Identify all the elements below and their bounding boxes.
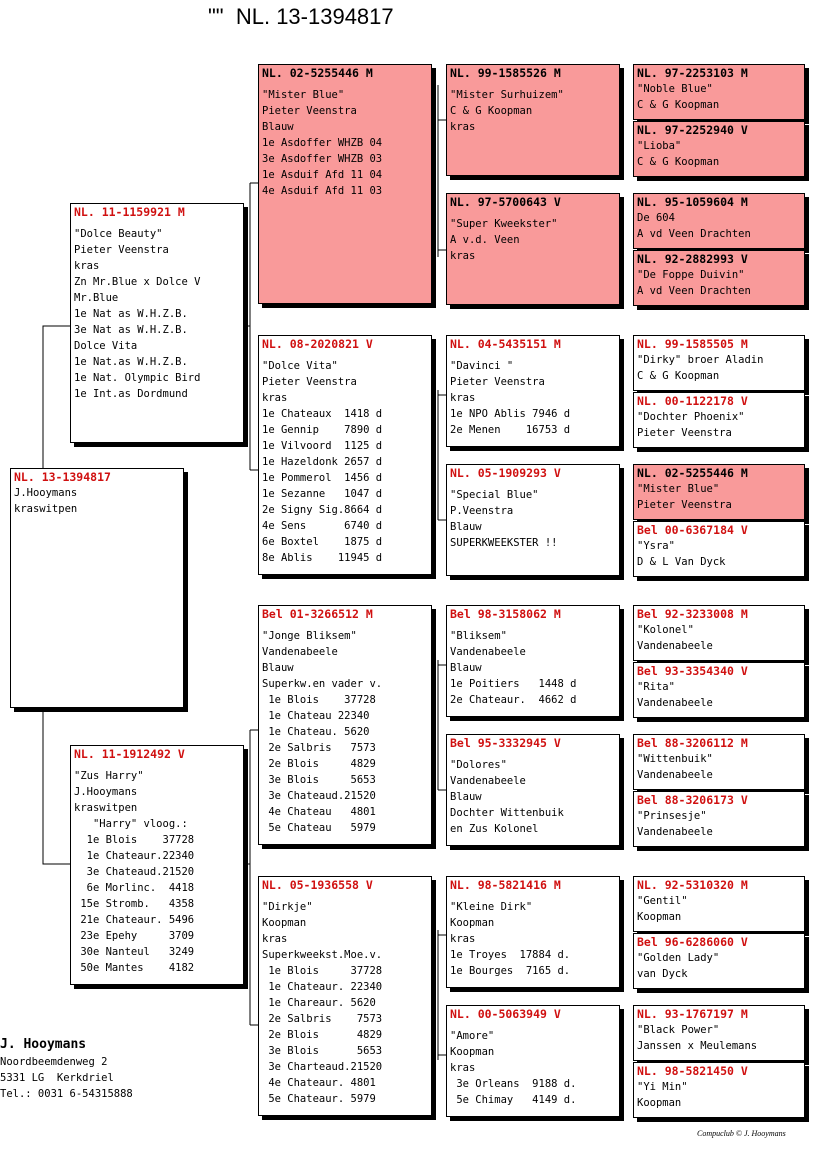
ring-number: NL. 05-1909293 V [450,466,561,480]
gen5-card-9[interactable]: Bel 92-3233008 M "Kolonel" Vandenabeele [633,605,805,661]
subject-card[interactable] [10,468,184,708]
gen5-card-8[interactable]: Bel 00-6367184 V "Ysra" D & L Van Dyck [633,521,805,577]
granddam-maternal-card[interactable]: NL. 05-1936558 V "Dirkje" Koopman kras Superkweekst.Moe.v. 1e Blois 37728 1e Chateaur. 22340 1e Chareaur. 5620 2e Salbris 7573 2e Blois 4829 3e Blois 5653 3e Charteaud.21520 4e Chateaur. 4801 5e Chateaur. 5979 [258,876,432,1116]
owner-phone: Tel.: 0031 6-54315888 [0,1088,133,1100]
ring-number: Bel 00-6367184 V [637,523,748,537]
ring-number: NL. 08-2020821 V [262,337,373,351]
owner-street: Noordbeemdenweg 2 [0,1056,108,1068]
dam-ring: NL. 11-1912492 V [74,747,185,761]
gen5-card-1[interactable]: NL. 97-2253103 M "Noble Blue" C & G Koopman [633,64,805,120]
ring-number: Bel 01-3266512 M [262,607,373,621]
subject-ring: NL. 13-1394817 [14,470,111,484]
granddam-paternal-card[interactable]: NL. 08-2020821 V "Dolce Vita" Pieter Veenstra kras 1e Chateaux 1418 d 1e Gennip 7890 d 1e Vilvoord 1125 d 1e Hazeldonk 2657 d 1e Pommerol 1456 d 1e Sezanne 1047 d 2e Signy Sig.8664 d 4e Sens 6740 d 6e Boxtel 1875 d 8e Ablis 11945 d [258,335,432,575]
subject-owner: J.Hooymans [14,487,78,499]
sire-card[interactable]: NL. 11-1159921 M "Dolce Beauty" Pieter Veenstra kras Zn Mr.Blue x Dolce V Mr.Blue 1e Nat as W.H.Z.B. 3e Nat as W.H.Z.B. Dolce Vita 1e Nat.as W.H.Z.B. 1e Nat. Olympic Bird 1e Int.as Dordmund [70,203,244,443]
grandsire-maternal-card[interactable]: Bel 01-3266512 M "Jonge Bliksem" Vandenabeele Blauw Superkw.en vader v. 1e Blois 37728 1e Chateau 22340 1e Chateau. 5620 2e Salbris 7573 2e Blois 4829 3e Blois 5653 3e Chateaud.21520 4e Chateau 4801 5e Chateau 5979 [258,605,432,845]
footer-credit: Compuclub © J. Hooymans [697,1129,786,1138]
owner-address [0,1036,133,1102]
gen5-card-10[interactable]: Bel 93-3354340 V "Rita" Vandenabeele [633,662,805,718]
ring-number: NL. 02-5255446 M [637,466,748,480]
page-title: "" NL. 13-1394817 [208,4,394,29]
gen5-card-2[interactable]: NL. 97-2252940 V "Lioba" C & G Koopman [633,121,805,177]
ring-number: NL. 02-5255446 M [262,66,373,80]
ring-number: NL. 97-2253103 M [637,66,748,80]
gen5-card-11[interactable]: Bel 88-3206112 M "Wittenbuik" Vandenabeele [633,734,805,790]
ring-number: Bel 92-3233008 M [637,607,748,621]
gen4-card-4[interactable]: NL. 05-1909293 V "Special Blue" P.Veenstra Blauw SUPERKWEEKSTER !! [446,464,620,576]
ring-number: Bel 88-3206173 V [637,793,748,807]
gen4-card-5[interactable]: Bel 98-3158062 M "Bliksem" Vandenabeele Blauw 1e Poitiers 1448 d 2e Chateaur. 4662 d [446,605,620,717]
gen4-card-6[interactable]: Bel 95-3332945 V "Dolores" Vandenabeele Blauw Dochter Wittenbuik en Zus Kolonel [446,734,620,846]
gen4-card-8[interactable]: NL. 00-5063949 V "Amore" Koopman kras 3e Orleans 9188 d. 5e Chimay 4149 d. [446,1005,620,1117]
ring-number: Bel 95-3332945 V [450,736,561,750]
gen5-card-13[interactable]: NL. 92-5310320 M "Gentil" Koopman [633,876,805,932]
gen4-card-2[interactable]: NL. 97-5700643 V "Super Kweekster" A v.d. Veen kras [446,193,620,305]
ring-number: NL. 99-1585505 M [637,337,748,351]
sire-ring: NL. 11-1159921 M [74,205,185,219]
gen4-card-1[interactable]: NL. 99-1585526 M "Mister Surhuizem" C & G Koopman kras [446,64,620,176]
gen5-card-7[interactable]: NL. 02-5255446 M "Mister Blue" Pieter Veenstra [633,464,805,520]
owner-name: J. Hooymans [0,1037,87,1052]
ring-number: NL. 00-5063949 V [450,1007,561,1021]
ring-number: NL. 98-5821416 M [450,878,561,892]
grandsire-paternal-card[interactable]: NL. 02-5255446 M "Mister Blue" Pieter Veenstra Blauw 1e Asdoffer WHZB 04 3e Asdoffer WHZB 03 1e Asduif Afd 11 04 4e Asduif Afd 11 03 [258,64,432,304]
ring-number: Bel 93-3354340 V [637,664,748,678]
ring-number: Bel 88-3206112 M [637,736,748,750]
ring-number: NL. 00-1122178 V [637,394,748,408]
ring-number: NL. 04-5435151 M [450,337,561,351]
ring-number: NL. 98-5821450 V [637,1064,748,1078]
gen5-card-5[interactable]: NL. 99-1585505 M "Dirky" broer Aladin C & G Koopman [633,335,805,391]
subject-color: kraswitpen [14,503,78,515]
ring-number: NL. 92-5310320 M [637,878,748,892]
ring-number: NL. 97-2252940 V [637,123,748,137]
gen4-card-3[interactable]: NL. 04-5435151 M "Davinci " Pieter Veenstra kras 1e NPO Ablis 7946 d 2e Menen 16753 d [446,335,620,447]
owner-city: 5331 LG Kerkdriel [0,1072,114,1084]
gen5-card-4[interactable]: NL. 92-2882993 V "De Foppe Duivin" A vd Veen Drachten [633,250,805,306]
ring-number: NL. 97-5700643 V [450,195,561,209]
dam-card[interactable]: NL. 11-1912492 V "Zus Harry" J.Hooymans kraswitpen "Harry" vloog.: 1e Blois 37728 1e Chateaur.22340 3e Chateaud.21520 6e Morlinc. 4418 15e Stromb. 4358 21e Chateaur. 5496 23e Epehy 3709 30e Nanteul 3249 50e Mantes 4182 [70,745,244,985]
gen5-card-15[interactable]: NL. 93-1767197 M "Black Power" Janssen x Meulemans [633,1005,805,1061]
gen5-card-12[interactable]: Bel 88-3206173 V "Prinsesje" Vandenabeele [633,791,805,847]
gen5-card-14[interactable]: Bel 96-6286060 V "Golden Lady" van Dyck [633,933,805,989]
gen5-card-3[interactable]: NL. 95-1059604 M De 604 A vd Veen Drachten [633,193,805,249]
gen5-card-16[interactable]: NL. 98-5821450 V "Yi Min" Koopman [633,1062,805,1118]
gen5-card-6[interactable]: NL. 00-1122178 V "Dochter Phoenix" Pieter Veenstra [633,392,805,448]
ring-number: Bel 98-3158062 M [450,607,561,621]
ring-number: NL. 92-2882993 V [637,252,748,266]
gen4-card-7[interactable]: NL. 98-5821416 M "Kleine Dirk" Koopman kras 1e Troyes 17884 d. 1e Bourges 7165 d. [446,876,620,988]
ring-number: NL. 99-1585526 M [450,66,561,80]
ring-number: NL. 95-1059604 M [637,195,748,209]
ring-number: Bel 96-6286060 V [637,935,748,949]
ring-number: NL. 05-1936558 V [262,878,373,892]
ring-number: NL. 93-1767197 M [637,1007,748,1021]
